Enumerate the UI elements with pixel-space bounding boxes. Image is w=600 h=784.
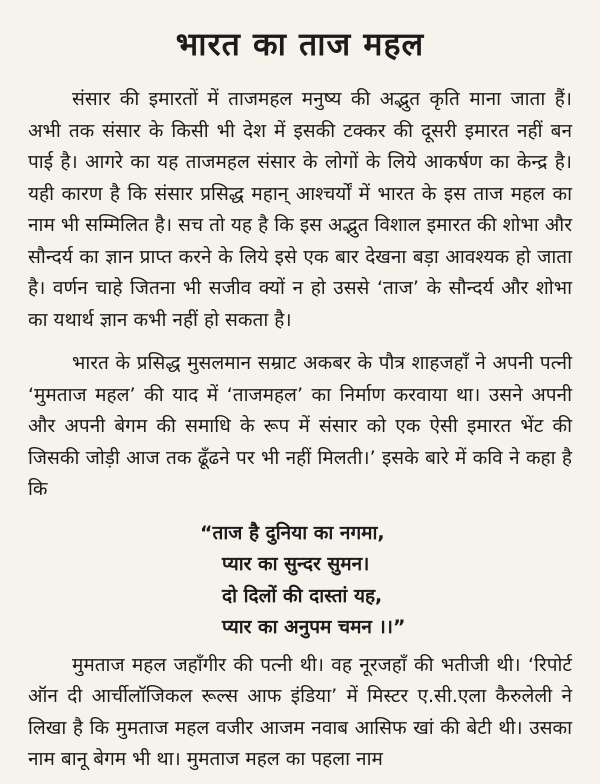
poem-line: “ताज है दुनिया का नगमा,	[200, 521, 385, 544]
poem-line: प्यार का सुन्दर सुमन।	[222, 553, 370, 575]
page-title: भारत का ताज महल	[175, 25, 425, 63]
poem-block	[28, 518, 572, 644]
paragraph-2: भारत के प्रसिद्ध मुसलमान सम्राट अकबर के पौत्र शाहजहाँ ने अपनी पत्नी ‘मुमताज महल’ की याद में ‘ताजमहल’ का निर्माण करवाया था। उसने अपनी और अपनी बेगम की समाधि के रूप में संसार को एक ऐसी इमारत भेंट की जिसकी जोड़ी आज तक ढूँढने पर भी नहीं मिलती।’ इसके बारे में कवि ने कहा है कि	[28, 352, 572, 500]
paragraph-1: संसार की इमारतों में ताजमहल मनुष्य की अद्भुत कृति माना जाता हैं। अभी तक संसार के किसी भी देश में इसकी टक्कर की दूसरी इमारत नहीं बन पाई है। आगरे का यह ताजमहल संसार के लोगों के लिये आकर्षण का केन्द्र है। यही कारण है कि संसार प्रसिद्ध महान् आश्चर्यों में भारत के इस ताज महल का नाम भी सम्मिलित है। सच तो यह है कि इस अद्भुत विशाल इमारत की शोभा और सौन्दर्य का ज्ञान प्राप्त करने के लिये इसे एक बार देखना बड़ा आवश्यक हो जाता है। वर्णन चाहे जितना भी सजीव क्यों न हो उससे ‘ताज’ के सौन्दर्य और शोभा का यथार्थ ज्ञान कभी नहीं हो सकता है।	[28, 88, 572, 331]
paragraph-3: मुमताज महल जहाँगीर की पत्नी थी। वह नूरजहाँ की भतीजी थी। ‘रिपोर्ट ऑन दी आर्चीलॉजिकल रूल्स आफ इंडिया’ में मिस्टर ए.सी.एला कैरुलेली ने लिखा है कि मुमताज महल वजीर आजम नवाब आसिफ खां की बेटी थी। उसका नाम बानू बेगम भी था। मुमताज महल का पहला नाम	[28, 653, 572, 770]
poem-line: दो दिलों की दास्तां यह,	[222, 584, 383, 607]
poem-line: प्यार का अनुपम चमन ।।”	[222, 616, 406, 638]
